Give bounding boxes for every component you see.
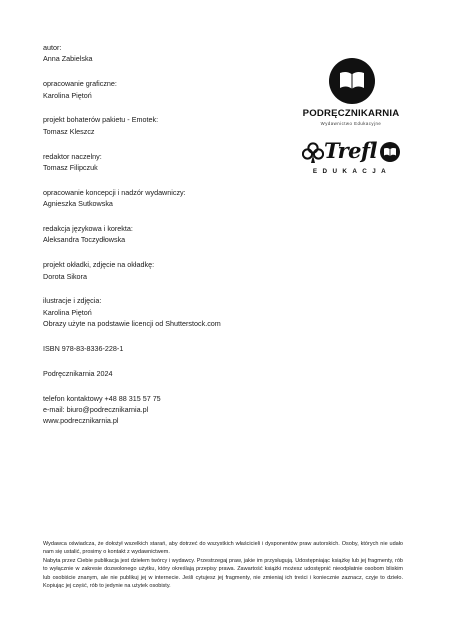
contact-block — [43, 393, 283, 427]
trefl-logo — [302, 138, 402, 168]
publisher-year: Podręcznikarnia 2024 — [43, 368, 113, 378]
contact-phone: telefon kontaktowy +48 88 315 57 75 — [43, 393, 161, 403]
credit-illustrations — [43, 295, 283, 329]
open-book-icon — [329, 58, 375, 104]
credit-label: projekt bohaterów pakietu - Emotek: — [43, 115, 159, 125]
credit-label: opracowanie koncepcji i nadzór wydawniczy: — [43, 187, 186, 197]
podrecznikarnia-logo-subtitle: Wydawnictwo Edukacyjne — [320, 121, 382, 126]
credit-value: Dorota Sikora — [43, 271, 87, 281]
trefl-logo-subtitle: EDUKACJA — [312, 168, 392, 175]
credit-label: ilustracje i zdjęcia: — [43, 296, 102, 306]
credit-value: Karolina Piętoń — [43, 307, 92, 317]
credit-value: Aleksandra Toczydłowska — [43, 235, 126, 245]
publisher-year-block — [43, 368, 283, 379]
contact-website: www.podrecznikarnia.pl — [43, 416, 119, 426]
credit-characters — [43, 114, 283, 137]
credit-value: Karolina Piętoń — [43, 90, 92, 100]
legal-notice-paragraph: Nabyta przez Ciebie publikacja jest dziełem twórcy i wydawcy. Przestrzegaj praw, jakie im przysługują. Udostępniając książkę lub jej fragmenty, rób to wyłącznie w zakresie dozwolonego użytku, który określają przepisy prawa. Zawartość książki możesz udostępnić nieodpłatnie osobom bliskim lub osobiście znanym, ale nie publikuj jej w internecie. Jeśli cytujesz jej fragmenty, nie zmieniaj ich treści i koniecznie zaznacz, czyje to dzieło. Kopiując jej część, rób to jedynie na użytek osobisty. — [43, 557, 403, 590]
trefl-logo-text: Trefl — [324, 138, 378, 163]
credit-label: opracowanie graficzne: — [43, 79, 117, 89]
credit-value: Agnieszka Sutkowska — [43, 199, 113, 209]
isbn: ISBN 978-83-8336-228-1 — [43, 344, 124, 354]
credit-label: autor: — [43, 43, 62, 52]
podrecznikarnia-logo-text: PODRĘCZNIKARNIA — [302, 108, 400, 119]
credit-value: Anna Zabielska — [43, 54, 93, 64]
credit-editor-in-chief — [43, 151, 283, 174]
legal-notice — [43, 540, 403, 590]
credit-value: Tomasz Filipczuk — [43, 163, 98, 173]
credit-extra: Obrazy użyte na podstawie licencji od Shutterstock.com — [43, 319, 221, 329]
credits-column — [43, 42, 283, 440]
open-book-icon — [380, 142, 400, 162]
clover-icon — [302, 142, 324, 164]
isbn-block — [43, 343, 283, 354]
credit-value: Tomasz Kleszcz — [43, 126, 95, 136]
credit-label: redakcja językowa i korekta: — [43, 224, 133, 234]
credit-cover — [43, 259, 283, 282]
legal-notice-paragraph: Wydawca oświadcza, że dołożył wszelkich starań, aby dotrzeć do wszystkich właścicieli i dysponentów praw autorskich. Osoby, których nie udało nam się ustalić, prosimy o kontakt z wydawnictwem. — [43, 541, 403, 556]
contact-email: e-mail: biuro@podrecznikarnia.pl — [43, 405, 149, 415]
credit-proofreading — [43, 223, 283, 246]
credit-graphic-design — [43, 78, 283, 101]
credit-concept — [43, 187, 283, 210]
credit-label: redaktor naczelny: — [43, 151, 102, 161]
credit-label: projekt okładki, zdjęcie na okładkę: — [43, 260, 155, 270]
credit-author — [43, 42, 283, 65]
